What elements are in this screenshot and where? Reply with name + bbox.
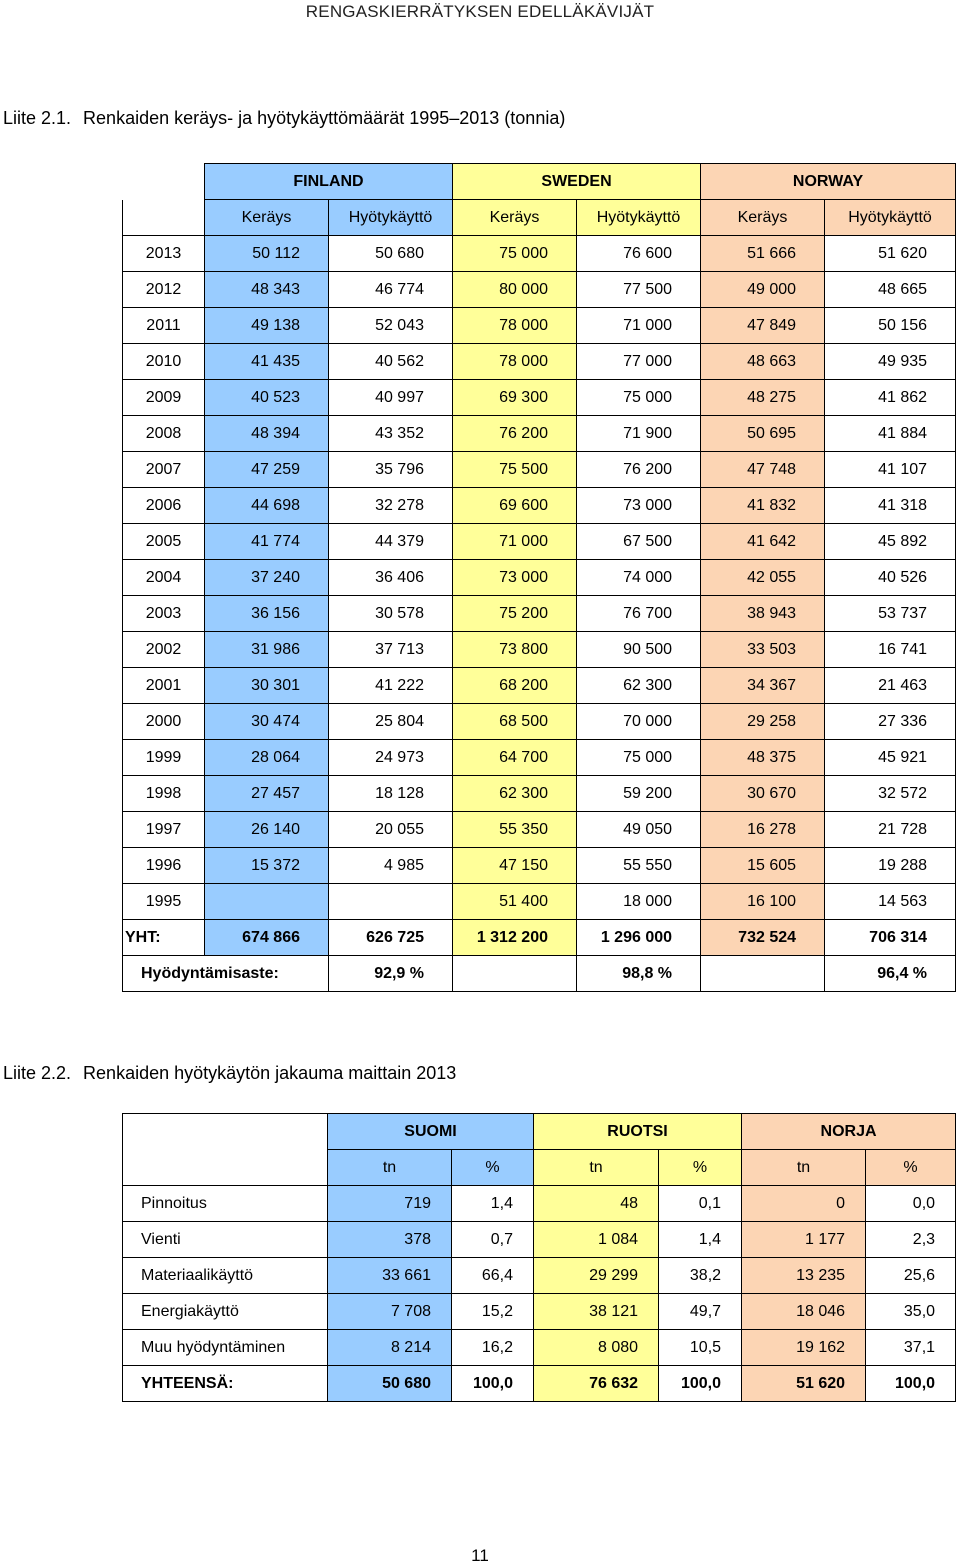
- value-cell: 41 435: [205, 344, 329, 380]
- subheader-cell: Keräys: [453, 200, 577, 236]
- value-cell: 40 562: [329, 344, 453, 380]
- table-row: [123, 272, 956, 308]
- value-cell: 55 350: [453, 812, 577, 848]
- table-row: [123, 524, 956, 560]
- value-cell: 1,4: [452, 1186, 534, 1222]
- recovery-rate-finland: 92,9 %: [329, 956, 453, 992]
- table-row: [123, 1258, 956, 1294]
- value-cell: 53 737: [825, 596, 956, 632]
- value-cell: 48 375: [701, 740, 825, 776]
- value-cell: 0,7: [452, 1222, 534, 1258]
- total-cell: 100,0: [659, 1366, 742, 1402]
- value-cell: 52 043: [329, 308, 453, 344]
- value-cell: 75 000: [453, 236, 577, 272]
- total-row: [123, 1366, 956, 1402]
- year-cell: 2009: [123, 380, 205, 416]
- value-cell: 33 503: [701, 632, 825, 668]
- total-cell: 100,0: [452, 1366, 534, 1402]
- value-cell: 41 832: [701, 488, 825, 524]
- caption-number: Liite 2.2.: [3, 1063, 72, 1083]
- value-cell: 32 572: [825, 776, 956, 812]
- running-header: RENGASKIERRÄTYKSEN EDELLÄKÄVIJÄT: [305, 2, 655, 21]
- value-cell: 33 661: [328, 1258, 452, 1294]
- total-label: YHTEENSÄ:: [123, 1366, 328, 1402]
- value-cell: 68 500: [453, 704, 577, 740]
- value-cell: 10,5: [659, 1330, 742, 1366]
- unit-cell: tn: [534, 1150, 659, 1186]
- year-cell: 2013: [123, 236, 205, 272]
- value-cell: 37 240: [205, 560, 329, 596]
- value-cell: 68 200: [453, 668, 577, 704]
- year-cell: 2001: [123, 668, 205, 704]
- value-cell: 47 748: [701, 452, 825, 488]
- value-cell: 35 796: [329, 452, 453, 488]
- table-row: [123, 236, 956, 272]
- table-row: [123, 812, 956, 848]
- total-row: [123, 920, 956, 956]
- value-cell: 30 301: [205, 668, 329, 704]
- country-header-ruotsi: RUOTSI: [534, 1114, 742, 1150]
- empty-cell: [453, 956, 577, 992]
- value-cell: 8 214: [328, 1330, 452, 1366]
- value-cell: 41 642: [701, 524, 825, 560]
- page-number: 11: [471, 1546, 489, 1565]
- total-label: YHT:: [123, 920, 205, 956]
- unit-cell: tn: [742, 1150, 866, 1186]
- value-cell: 25,6: [866, 1258, 956, 1294]
- value-cell: 76 200: [577, 452, 701, 488]
- country-header-sweden: SWEDEN: [453, 164, 701, 200]
- value-cell: 48: [534, 1186, 659, 1222]
- year-cell: 1998: [123, 776, 205, 812]
- value-cell: 29 299: [534, 1258, 659, 1294]
- value-cell: 73 800: [453, 632, 577, 668]
- value-cell: 378: [328, 1222, 452, 1258]
- value-cell: 41 774: [205, 524, 329, 560]
- value-cell: 76 600: [577, 236, 701, 272]
- value-cell: 74 000: [577, 560, 701, 596]
- value-cell: 4 985: [329, 848, 453, 884]
- value-cell: 15 372: [205, 848, 329, 884]
- value-cell: 47 849: [701, 308, 825, 344]
- value-cell: 18 046: [742, 1294, 866, 1330]
- value-cell: 36 156: [205, 596, 329, 632]
- table-row: [123, 740, 956, 776]
- value-cell: 37,1: [866, 1330, 956, 1366]
- value-cell: 28 064: [205, 740, 329, 776]
- table-row: [123, 1330, 956, 1366]
- value-cell: 36 406: [329, 560, 453, 596]
- value-cell: 41 862: [825, 380, 956, 416]
- empty-corner: [123, 1114, 328, 1150]
- value-cell: 49 138: [205, 308, 329, 344]
- value-cell: 40 526: [825, 560, 956, 596]
- value-cell: 48 343: [205, 272, 329, 308]
- value-cell: [329, 884, 453, 920]
- value-cell: 20 055: [329, 812, 453, 848]
- value-cell: 44 698: [205, 488, 329, 524]
- value-cell: 48 275: [701, 380, 825, 416]
- value-cell: 1,4: [659, 1222, 742, 1258]
- year-cell: 2000: [123, 704, 205, 740]
- table-row: [123, 488, 956, 524]
- value-cell: 77 500: [577, 272, 701, 308]
- year-cell: 2006: [123, 488, 205, 524]
- value-cell: 37 713: [329, 632, 453, 668]
- value-cell: 77 000: [577, 344, 701, 380]
- value-cell: 55 550: [577, 848, 701, 884]
- value-cell: 25 804: [329, 704, 453, 740]
- value-cell: 51 620: [825, 236, 956, 272]
- value-cell: 66,4: [452, 1258, 534, 1294]
- unit-row: [123, 1150, 956, 1186]
- country-header-row: [123, 164, 956, 200]
- value-cell: 51 400: [453, 884, 577, 920]
- table-row: [123, 668, 956, 704]
- value-cell: 67 500: [577, 524, 701, 560]
- value-cell: 16 741: [825, 632, 956, 668]
- value-cell: 0,0: [866, 1186, 956, 1222]
- empty-corner: [123, 200, 205, 236]
- recovery-rate-sweden: 98,8 %: [577, 956, 701, 992]
- subheader-cell: Keräys: [701, 200, 825, 236]
- empty-corner: [123, 1150, 328, 1186]
- value-cell: 49 935: [825, 344, 956, 380]
- value-cell: 41 318: [825, 488, 956, 524]
- value-cell: 62 300: [577, 668, 701, 704]
- year-cell: 1999: [123, 740, 205, 776]
- value-cell: 43 352: [329, 416, 453, 452]
- table-row: [123, 596, 956, 632]
- row-label: Materiaalikäyttö: [123, 1258, 328, 1294]
- caption-liite-2-1: [3, 108, 565, 129]
- subheader-row: [123, 200, 956, 236]
- value-cell: 0: [742, 1186, 866, 1222]
- total-cell: 50 680: [328, 1366, 452, 1402]
- value-cell: 71 900: [577, 416, 701, 452]
- row-label: Pinnoitus: [123, 1186, 328, 1222]
- table-row: [123, 560, 956, 596]
- value-cell: 75 000: [577, 740, 701, 776]
- total-cell: 100,0: [866, 1366, 956, 1402]
- value-cell: 15 605: [701, 848, 825, 884]
- subheader-cell: Keräys: [205, 200, 329, 236]
- total-cell: 1 296 000: [577, 920, 701, 956]
- value-cell: 16 278: [701, 812, 825, 848]
- value-cell: 24 973: [329, 740, 453, 776]
- year-cell: 2004: [123, 560, 205, 596]
- value-cell: 2,3: [866, 1222, 956, 1258]
- value-cell: 35,0: [866, 1294, 956, 1330]
- value-cell: 14 563: [825, 884, 956, 920]
- table-row: [123, 344, 956, 380]
- value-cell: 41 222: [329, 668, 453, 704]
- value-cell: 69 300: [453, 380, 577, 416]
- total-cell: 626 725: [329, 920, 453, 956]
- collection-recovery-table: [122, 163, 956, 992]
- row-label: Energiakäyttö: [123, 1294, 328, 1330]
- value-cell: 69 600: [453, 488, 577, 524]
- value-cell: 44 379: [329, 524, 453, 560]
- value-cell: 75 200: [453, 596, 577, 632]
- value-cell: 1 177: [742, 1222, 866, 1258]
- table-row: [123, 848, 956, 884]
- value-cell: 49 000: [701, 272, 825, 308]
- unit-cell: tn: [328, 1150, 452, 1186]
- country-header-norja: NORJA: [742, 1114, 956, 1150]
- caption-text: Renkaiden keräys- ja hyötykäyttömäärät 1995–2013 (tonnia): [83, 108, 566, 128]
- year-cell: 1997: [123, 812, 205, 848]
- table-row: [123, 884, 956, 920]
- recovery-rate-norway: 96,4 %: [825, 956, 956, 992]
- table-row: [123, 704, 956, 740]
- value-cell: 50 680: [329, 236, 453, 272]
- total-cell: 76 632: [534, 1366, 659, 1402]
- value-cell: [205, 884, 329, 920]
- value-cell: 40 997: [329, 380, 453, 416]
- empty-corner: [123, 164, 205, 200]
- value-cell: 30 474: [205, 704, 329, 740]
- country-header-finland: FINLAND: [205, 164, 453, 200]
- value-cell: 19 288: [825, 848, 956, 884]
- value-cell: 62 300: [453, 776, 577, 812]
- recovery-rate-row: [123, 956, 956, 992]
- value-cell: 8 080: [534, 1330, 659, 1366]
- value-cell: 13 235: [742, 1258, 866, 1294]
- value-cell: 76 700: [577, 596, 701, 632]
- year-cell: 1996: [123, 848, 205, 884]
- value-cell: 21 463: [825, 668, 956, 704]
- value-cell: 78 000: [453, 344, 577, 380]
- value-cell: 21 728: [825, 812, 956, 848]
- value-cell: 73 000: [577, 488, 701, 524]
- table-row: [123, 776, 956, 812]
- value-cell: 34 367: [701, 668, 825, 704]
- caption-text: Renkaiden hyötykäytön jakauma maittain 2013: [83, 1063, 457, 1083]
- value-cell: 71 000: [453, 524, 577, 560]
- table-row: [123, 1222, 956, 1258]
- value-cell: 76 200: [453, 416, 577, 452]
- total-cell: 732 524: [701, 920, 825, 956]
- value-cell: 27 457: [205, 776, 329, 812]
- subheader-cell: Hyötykäyttö: [577, 200, 701, 236]
- empty-cell: [701, 956, 825, 992]
- total-cell: 1 312 200: [453, 920, 577, 956]
- value-cell: 45 892: [825, 524, 956, 560]
- year-cell: 2010: [123, 344, 205, 380]
- value-cell: 16 100: [701, 884, 825, 920]
- year-cell: 2012: [123, 272, 205, 308]
- value-cell: 50 156: [825, 308, 956, 344]
- total-cell: 674 866: [205, 920, 329, 956]
- value-cell: 50 695: [701, 416, 825, 452]
- country-header-norway: NORWAY: [701, 164, 956, 200]
- value-cell: 18 128: [329, 776, 453, 812]
- table-row: [123, 1294, 956, 1330]
- total-cell: 706 314: [825, 920, 956, 956]
- year-cell: 2002: [123, 632, 205, 668]
- value-cell: 1 084: [534, 1222, 659, 1258]
- year-cell: 2005: [123, 524, 205, 560]
- value-cell: 64 700: [453, 740, 577, 776]
- value-cell: 27 336: [825, 704, 956, 740]
- recovery-distribution-table: [122, 1113, 956, 1402]
- value-cell: 38 121: [534, 1294, 659, 1330]
- value-cell: 16,2: [452, 1330, 534, 1366]
- year-cell: 2003: [123, 596, 205, 632]
- value-cell: 48 665: [825, 272, 956, 308]
- value-cell: 51 666: [701, 236, 825, 272]
- value-cell: 78 000: [453, 308, 577, 344]
- value-cell: 49,7: [659, 1294, 742, 1330]
- value-cell: 49 050: [577, 812, 701, 848]
- value-cell: 42 055: [701, 560, 825, 596]
- recovery-rate-label: Hyödyntämisaste:: [123, 956, 329, 992]
- value-cell: 47 259: [205, 452, 329, 488]
- value-cell: 29 258: [701, 704, 825, 740]
- value-cell: 75 500: [453, 452, 577, 488]
- value-cell: 70 000: [577, 704, 701, 740]
- year-cell: 2011: [123, 308, 205, 344]
- year-cell: 2008: [123, 416, 205, 452]
- value-cell: 48 663: [701, 344, 825, 380]
- value-cell: 59 200: [577, 776, 701, 812]
- value-cell: 19 162: [742, 1330, 866, 1366]
- value-cell: 40 523: [205, 380, 329, 416]
- total-cell: 51 620: [742, 1366, 866, 1402]
- unit-cell: %: [866, 1150, 956, 1186]
- year-cell: 2007: [123, 452, 205, 488]
- value-cell: 71 000: [577, 308, 701, 344]
- value-cell: 80 000: [453, 272, 577, 308]
- value-cell: 31 986: [205, 632, 329, 668]
- row-label: Vienti: [123, 1222, 328, 1258]
- value-cell: 90 500: [577, 632, 701, 668]
- value-cell: 50 112: [205, 236, 329, 272]
- table-row: [123, 452, 956, 488]
- value-cell: 41 884: [825, 416, 956, 452]
- table-row: [123, 632, 956, 668]
- table-row: [123, 380, 956, 416]
- caption-number: Liite 2.1.: [3, 108, 72, 128]
- value-cell: 46 774: [329, 272, 453, 308]
- value-cell: 41 107: [825, 452, 956, 488]
- table-row: [123, 308, 956, 344]
- value-cell: 30 578: [329, 596, 453, 632]
- subheader-cell: Hyötykäyttö: [329, 200, 453, 236]
- unit-cell: %: [452, 1150, 534, 1186]
- value-cell: 26 140: [205, 812, 329, 848]
- table-row: [123, 1186, 956, 1222]
- value-cell: 38,2: [659, 1258, 742, 1294]
- year-cell: 1995: [123, 884, 205, 920]
- value-cell: 73 000: [453, 560, 577, 596]
- table-row: [123, 416, 956, 452]
- country-header-suomi: SUOMI: [328, 1114, 534, 1150]
- value-cell: 32 278: [329, 488, 453, 524]
- value-cell: 45 921: [825, 740, 956, 776]
- unit-cell: %: [659, 1150, 742, 1186]
- value-cell: 0,1: [659, 1186, 742, 1222]
- value-cell: 30 670: [701, 776, 825, 812]
- value-cell: 47 150: [453, 848, 577, 884]
- value-cell: 38 943: [701, 596, 825, 632]
- caption-liite-2-2: [3, 1063, 456, 1084]
- value-cell: 18 000: [577, 884, 701, 920]
- value-cell: 15,2: [452, 1294, 534, 1330]
- subheader-cell: Hyötykäyttö: [825, 200, 956, 236]
- value-cell: 48 394: [205, 416, 329, 452]
- row-label: Muu hyödyntäminen: [123, 1330, 328, 1366]
- value-cell: 7 708: [328, 1294, 452, 1330]
- value-cell: 719: [328, 1186, 452, 1222]
- country-header-row: [123, 1114, 956, 1150]
- value-cell: 75 000: [577, 380, 701, 416]
